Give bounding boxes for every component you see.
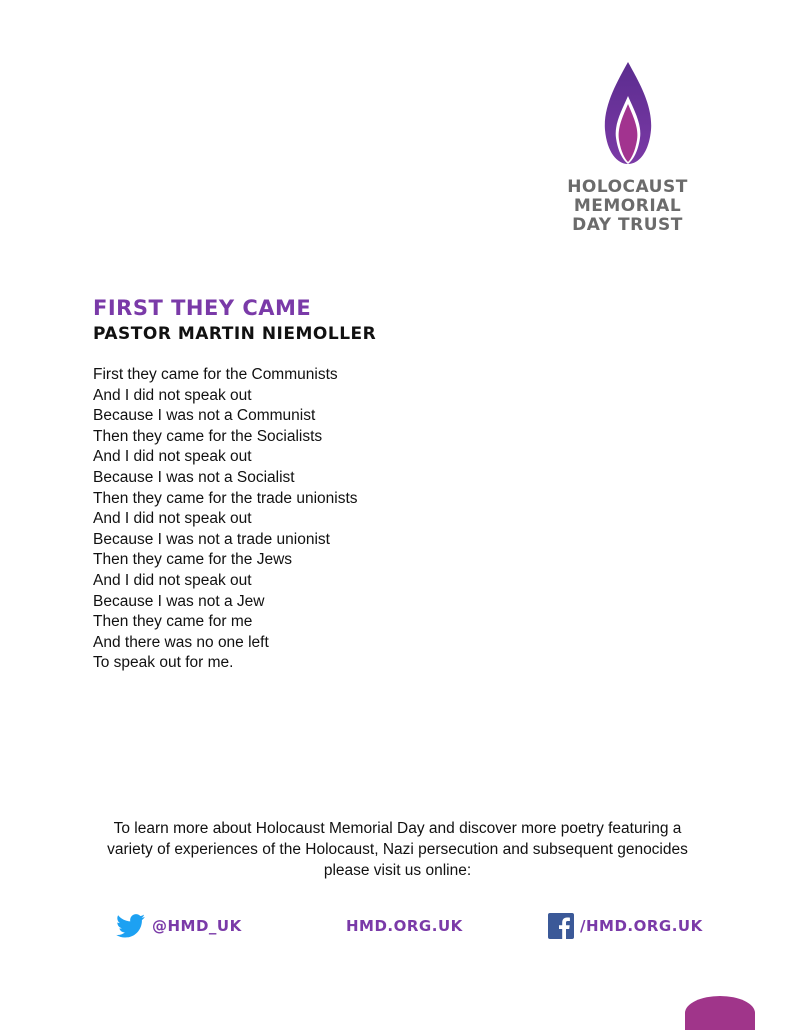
facebook-icon	[548, 913, 574, 939]
poem-line: And I did not speak out	[93, 448, 252, 466]
logo-line: DAY TRUST	[572, 215, 683, 235]
footer-line: To learn more about Holocaust Memorial Day and discover more poetry featuring a	[113, 820, 682, 837]
twitter-handle: @HMD_UK	[152, 917, 242, 935]
poem-line: First they came for the Communists	[93, 366, 338, 383]
footer-line: variety of experiences of the Holocaust, Nazi persecution and subsequent genocides	[107, 841, 688, 858]
poem-line: Then they came for the Socialists	[93, 427, 323, 445]
footer-line: please visit us online:	[323, 862, 472, 879]
poem-line: And I did not speak out	[93, 510, 252, 528]
footer-message	[60, 818, 735, 881]
hmd-trust-logo	[560, 60, 695, 235]
logo-text	[560, 178, 695, 235]
poem-body	[93, 365, 358, 674]
logo-line: HOLOCAUST	[567, 177, 688, 197]
twitter-icon	[116, 914, 146, 938]
logo-line: MEMORIAL	[573, 196, 682, 216]
poem-line: To speak out for me.	[93, 654, 234, 672]
twitter-link[interactable]	[116, 912, 242, 940]
facebook-handle: /HMD.ORG.UK	[580, 917, 703, 935]
poem-line: And I did not speak out	[93, 571, 252, 589]
poem-line: Because I was not a Jew	[93, 592, 265, 610]
website-link[interactable]	[346, 912, 463, 940]
website-label: HMD.ORG.UK	[346, 917, 463, 935]
poem-line: Because I was not a Socialist	[93, 468, 295, 486]
poem-line: Because I was not a trade unionist	[93, 530, 330, 548]
poem-line: And I did not speak out	[93, 386, 252, 404]
poem-author: PASTOR MARTIN NIEMOLLER	[93, 324, 377, 344]
poem-line: Because I was not a Communist	[93, 407, 316, 425]
flame-icon	[603, 60, 653, 166]
poem-line: And there was no one left	[93, 633, 269, 651]
poem-line: Then they came for the trade unionists	[93, 489, 358, 507]
facebook-link[interactable]	[548, 912, 703, 940]
corner-decoration	[685, 996, 755, 1030]
poem-line: Then they came for me	[93, 613, 253, 631]
poem-line: Then they came for the Jews	[93, 551, 293, 569]
poem-title: FIRST THEY CAME	[93, 296, 312, 320]
